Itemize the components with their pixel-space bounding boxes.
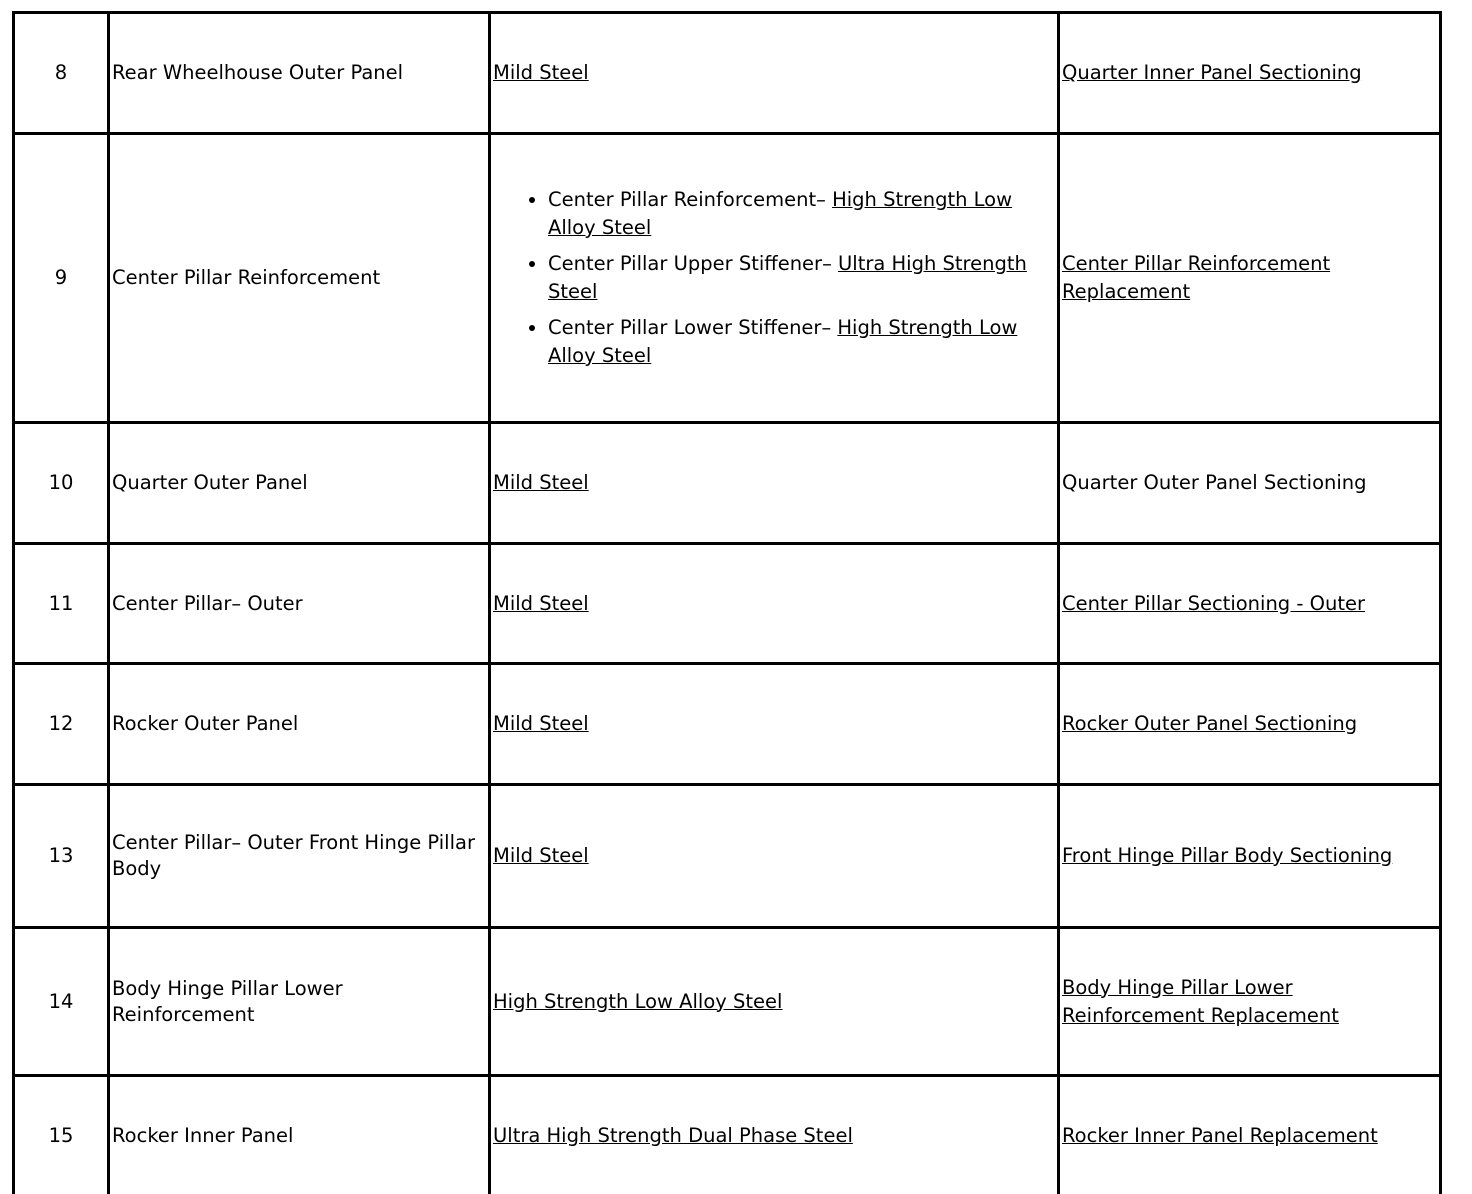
- material-cell: [488, 132, 1057, 421]
- row-number: 11: [12, 542, 107, 662]
- row-number: 13: [12, 783, 107, 926]
- procedure-cell: [1057, 421, 1442, 542]
- part-name: Center Pillar– Outer Front Hinge Pillar Body: [107, 783, 488, 926]
- row-number: 8: [12, 11, 107, 132]
- procedure-cell: [1057, 11, 1442, 132]
- procedure-text: Quarter Outer Panel Sectioning: [1062, 471, 1367, 494]
- material-link[interactable]: Ultra High Strength Steel: [548, 252, 1027, 303]
- table-row: [12, 132, 1442, 421]
- procedure-link[interactable]: Front Hinge Pillar Body Sectioning: [1062, 844, 1393, 867]
- table-row: [12, 542, 1442, 662]
- row-number: 14: [12, 926, 107, 1074]
- material-cell: [488, 783, 1057, 926]
- material-list: [493, 186, 1057, 370]
- table-row: [12, 421, 1442, 542]
- material-link[interactable]: Mild Steel: [493, 61, 589, 84]
- row-number: 10: [12, 421, 107, 542]
- procedure-cell: [1057, 1074, 1442, 1194]
- material-link[interactable]: High Strength Low Alloy Steel: [493, 989, 783, 1013]
- material-cell: [488, 1074, 1057, 1194]
- procedure-link[interactable]: Rocker Inner Panel Replacement: [1062, 1123, 1378, 1147]
- material-link[interactable]: High Strength Low Alloy Steel: [548, 316, 1018, 367]
- material-link[interactable]: Mild Steel: [493, 844, 589, 867]
- material-link[interactable]: Mild Steel: [493, 712, 589, 735]
- procedure-cell: [1057, 926, 1442, 1074]
- row-number: 12: [12, 662, 107, 783]
- material-cell: [488, 662, 1057, 783]
- material-link[interactable]: Mild Steel: [493, 591, 589, 615]
- part-name: Center Pillar– Outer: [107, 542, 488, 662]
- procedure-link[interactable]: Center Pillar Reinforcement Replacement: [1062, 252, 1331, 303]
- procedure-link[interactable]: Body Hinge Pillar Lower Reinforcement Replacement: [1062, 975, 1339, 1027]
- procedure-link[interactable]: Rocker Outer Panel Sectioning: [1062, 712, 1358, 735]
- procedure-link[interactable]: Quarter Inner Panel Sectioning: [1062, 61, 1362, 84]
- part-name: Rocker Outer Panel: [107, 662, 488, 783]
- part-name: Quarter Outer Panel: [107, 421, 488, 542]
- table-row: [12, 11, 1442, 132]
- table-row: [12, 783, 1442, 926]
- procedure-cell: [1057, 662, 1442, 783]
- list-item: [548, 186, 1057, 242]
- table-row: [12, 662, 1442, 783]
- material-cell: [488, 542, 1057, 662]
- procedure-cell: [1057, 132, 1442, 421]
- procedure-cell: [1057, 542, 1442, 662]
- table-row: [12, 926, 1442, 1074]
- material-cell: [488, 421, 1057, 542]
- material-label: Center Pillar Reinforcement–: [548, 188, 833, 211]
- part-name: Rear Wheelhouse Outer Panel: [107, 11, 488, 132]
- material-link[interactable]: Mild Steel: [493, 471, 589, 494]
- material-label: Center Pillar Upper Stiffener–: [548, 252, 839, 275]
- table-row: [12, 1074, 1442, 1194]
- material-label: Center Pillar Lower Stiffener–: [548, 316, 838, 339]
- material-link[interactable]: Ultra High Strength Dual Phase Steel: [493, 1123, 853, 1147]
- row-number: 15: [12, 1074, 107, 1194]
- material-link[interactable]: High Strength Low Alloy Steel: [548, 188, 1013, 239]
- list-item: [548, 250, 1057, 306]
- part-name: Body Hinge Pillar Lower Reinforcement: [107, 926, 488, 1074]
- list-item: [548, 314, 1057, 370]
- part-name: Center Pillar Reinforcement: [107, 132, 488, 421]
- parts-table: [12, 11, 1442, 1194]
- row-number: 9: [12, 132, 107, 421]
- material-cell: [488, 11, 1057, 132]
- part-name: Rocker Inner Panel: [107, 1074, 488, 1194]
- procedure-cell: [1057, 783, 1442, 926]
- procedure-link[interactable]: Center Pillar Sectioning - Outer: [1062, 591, 1365, 615]
- material-cell: [488, 926, 1057, 1074]
